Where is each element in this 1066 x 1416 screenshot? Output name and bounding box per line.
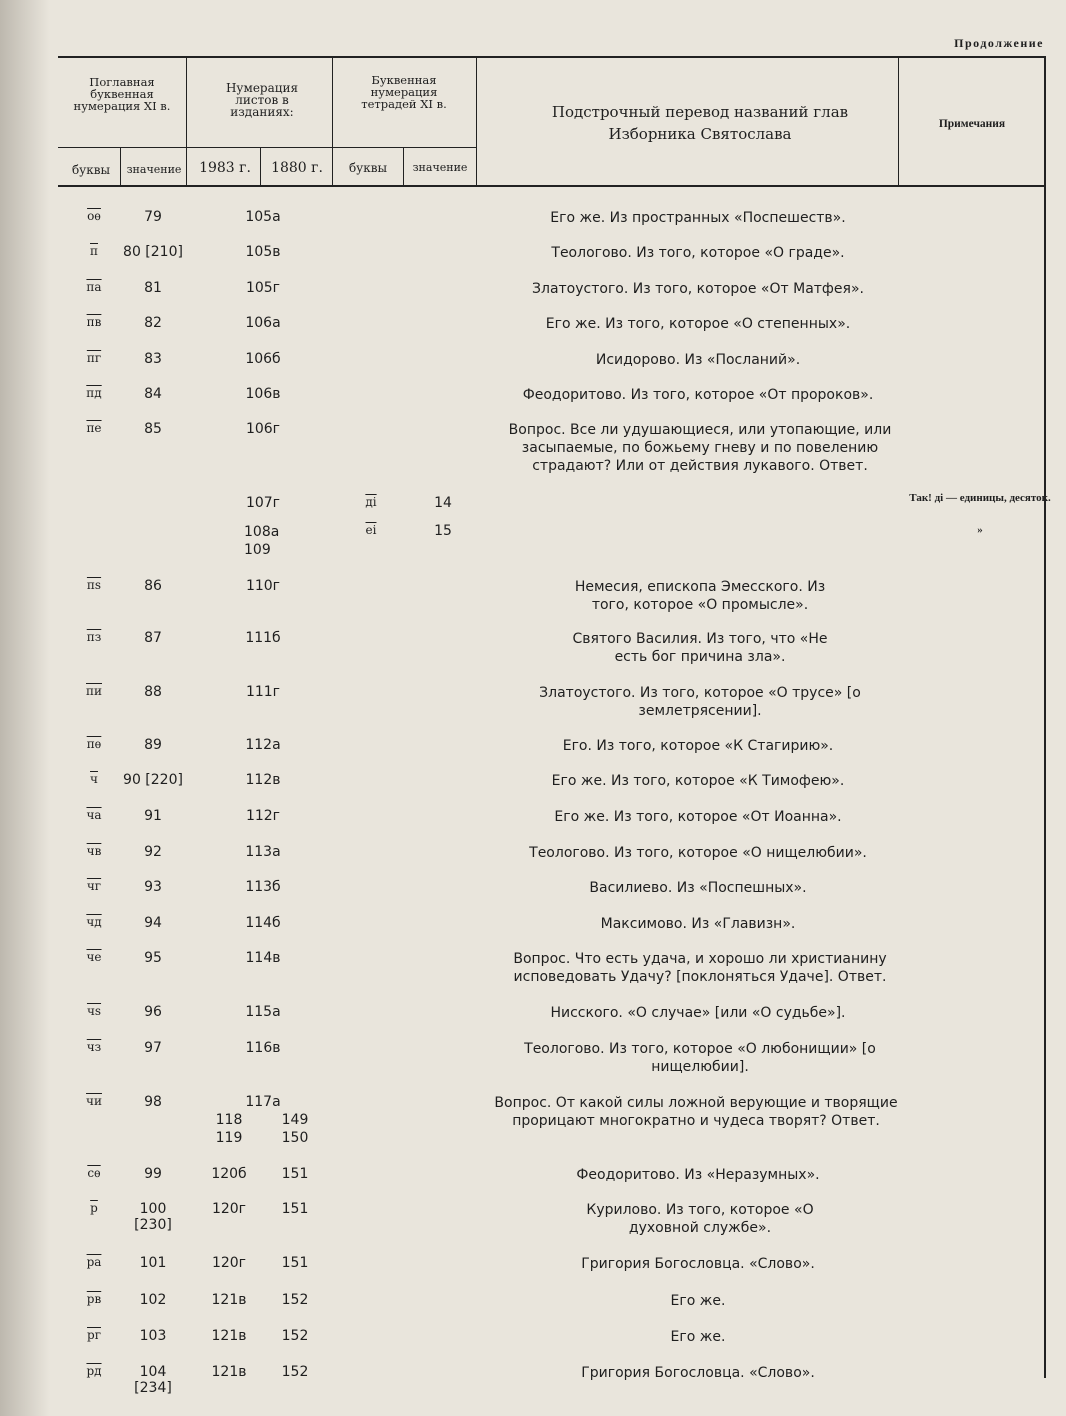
chapter-title: Его же. Из пространных «Поспешеств».	[550, 210, 846, 226]
notebook-letter: еі	[365, 523, 377, 537]
chapter-value: 101	[139, 1255, 167, 1271]
chapter-value: 90 [220]	[123, 772, 183, 788]
chapter-value: 79	[144, 209, 162, 225]
chapter-letter: чз	[86, 1040, 102, 1054]
chapter-letter: ра	[86, 1255, 102, 1269]
chapter-value: 94	[144, 915, 162, 931]
notebook-letter: ді	[365, 495, 377, 509]
folio-1983: 112а	[245, 737, 281, 753]
chapter-letter: че	[86, 950, 102, 964]
chapter-letter: рг	[87, 1328, 101, 1342]
folio-1983: 116в	[245, 1040, 281, 1056]
chapter-title: Василиево. Из «Поспешных».	[589, 880, 807, 896]
note-ditto: »	[977, 524, 983, 536]
chapter-title: Теологово. Из того, которое «О нищелюбии».	[529, 845, 867, 861]
header-col2-1983: 1983 г.	[199, 160, 251, 176]
chapter-letter: сѳ	[87, 1166, 101, 1180]
note-text: Так! ді — единицы, десяток.	[909, 492, 1051, 504]
chapter-value: 99	[144, 1166, 162, 1182]
sub-rule-3	[333, 147, 476, 148]
chapter-value: 102	[139, 1292, 167, 1308]
chapter-title: Его же. Из того, которое «К Тимофею».	[551, 773, 845, 789]
right-edge-rule	[1044, 58, 1046, 1378]
chapter-title: Григория Богословца. «Слово».	[581, 1365, 815, 1381]
chapter-letter: па	[86, 280, 102, 294]
chapter-value: 88	[144, 684, 162, 700]
chapter-value: 93	[144, 879, 162, 895]
chapter-letter: пг	[86, 351, 102, 365]
chapter-title: Вопрос. Все ли удушающиеся, или утопающие, или засыпаемые, по божьему гневу и по повелению страдают? Или от действия лукавого. Ответ.	[508, 422, 892, 474]
chapter-letter: пз	[86, 630, 102, 644]
folio-1880: 152	[281, 1292, 309, 1308]
chapter-title: Теологово. Из того, которое «О граде».	[551, 245, 845, 261]
chapter-title: Его же. Из того, которое «От Иоанна».	[554, 809, 842, 825]
folio-1983: 111г	[245, 684, 281, 700]
chapter-value: 86	[144, 578, 162, 594]
header-col4: Подстрочный перевод названий глав Изборника Святослава	[551, 103, 849, 143]
folio-1983: 108а 109	[244, 524, 280, 558]
chapter-value: 85	[144, 421, 162, 437]
folio-1983: 121в	[211, 1292, 247, 1308]
chapter-title: Феодоритово. Из «Неразумных».	[576, 1167, 820, 1183]
chapter-letter: ч	[90, 772, 98, 786]
folio-1983: 121в	[211, 1364, 247, 1380]
chapter-title: Златоустого. Из того, которое «От Матфея».	[532, 281, 864, 297]
header-col3-value: значение	[412, 161, 468, 174]
folio-1983: 114в	[245, 950, 281, 966]
chapter-title: Его же.	[670, 1293, 726, 1309]
folio-1983: 115а	[245, 1004, 281, 1020]
chapter-letter: чд	[86, 915, 102, 929]
chapter-value: 100 [230]	[134, 1201, 172, 1233]
chapter-value: 95	[144, 950, 162, 966]
sub-rule-1	[58, 147, 186, 148]
chapter-value: 91	[144, 808, 162, 824]
header-col2-1880: 1880 г.	[271, 160, 323, 176]
folio-1880: 149	[281, 1112, 309, 1128]
header-col1-value: значение	[126, 163, 182, 176]
folio-1983: 121в	[211, 1328, 247, 1344]
chapter-letter: пе	[86, 421, 102, 435]
chapter-title: Исидорово. Из «Посланий».	[595, 352, 801, 368]
header-col2: Нумерация листов в изданиях:	[225, 81, 299, 119]
chapter-letter: чг	[86, 879, 102, 893]
chapter-letter: п	[90, 244, 98, 258]
chapter-title: Его же. Из того, которое «О степенных».	[545, 316, 851, 332]
chapter-title: Максимово. Из «Главизн».	[600, 916, 796, 932]
folio-1983: 112в	[245, 772, 281, 788]
chapter-value: 80 [210]	[123, 244, 183, 260]
chapter-title: Его же.	[670, 1329, 726, 1345]
folio-1983: 112г	[245, 808, 281, 824]
chapter-title: Вопрос. От какой силы ложной верующие и творящие прорицают многократно и чудеса творят? Ответ.	[494, 1095, 898, 1129]
folio-1983: 106б	[245, 351, 281, 367]
notebook-value: 14	[434, 495, 452, 511]
chapter-title: Григория Богословца. «Слово».	[581, 1256, 815, 1272]
chapter-value: 87	[144, 630, 162, 646]
chapter-letter: оѳ	[87, 209, 101, 223]
folio-1880: 151	[281, 1201, 309, 1217]
folio-1983: 120б	[211, 1166, 247, 1182]
col-divider-3	[476, 58, 477, 186]
folio-1983: 106а	[245, 315, 281, 331]
chapter-value: 98	[144, 1094, 162, 1110]
chapter-value: 96	[144, 1004, 162, 1020]
col-divider-2	[332, 58, 333, 186]
chapter-letter: пд	[86, 386, 102, 400]
chapter-value: 97	[144, 1040, 162, 1056]
chapter-title: Его. Из того, которое «К Стагирию».	[562, 738, 834, 754]
col-divider-4	[898, 58, 899, 186]
chapter-letter: р	[90, 1201, 98, 1215]
chapter-title: Златоустого. Из того, которое «О трусе» [о землетрясении].	[539, 685, 861, 719]
chapter-letter: пѳ	[86, 737, 102, 751]
chapter-title: Феодоритово. Из того, которое «От пророков».	[522, 387, 874, 403]
chapter-letter: рд	[86, 1364, 102, 1378]
chapter-value: 92	[144, 844, 162, 860]
folio-1983: 107г	[245, 495, 281, 511]
chapter-value: 84	[144, 386, 162, 402]
chapter-value: 103	[139, 1328, 167, 1344]
header-col3: Буквенная нумерация тетрадей XI в.	[361, 73, 447, 111]
chapter-letter: чв	[86, 844, 102, 858]
chapter-letter: пѕ	[86, 578, 102, 592]
folio-1880: 152	[281, 1328, 309, 1344]
folio-1880: 151	[281, 1255, 309, 1271]
folio-1880: 151	[281, 1166, 309, 1182]
folio-1983: 105в	[245, 244, 281, 260]
chapter-letter: чѕ	[86, 1004, 102, 1018]
folio-1983: 111б	[245, 630, 281, 646]
folio-1983: 113б	[245, 879, 281, 895]
chapter-title: Немесия, епископа Эмесского. Из того, которое «О промысле».	[574, 579, 826, 613]
chapter-value: 82	[144, 315, 162, 331]
chapter-title: Нисского. «О случае» [или «О судьбе»].	[550, 1005, 846, 1021]
sub-divider-2	[260, 147, 261, 186]
folio-1880: 150	[281, 1130, 309, 1146]
chapter-letter: пи	[86, 684, 102, 698]
chapter-value: 89	[144, 737, 162, 753]
chapter-letter: ча	[86, 808, 102, 822]
chapter-title: Теологово. Из того, которое «О любонищии» [о нищелюбии].	[524, 1041, 876, 1075]
folio-1983: 120г	[211, 1255, 247, 1271]
folio-1983: 119	[215, 1130, 243, 1146]
header-col1-letters: буквы	[71, 163, 111, 177]
folio-1983: 106в	[245, 386, 281, 402]
chapter-letter: чи	[86, 1094, 102, 1108]
chapter-value: 104 [234]	[134, 1364, 172, 1396]
header-col5: Примечания	[938, 118, 1006, 130]
chapter-title: Вопрос. Что есть удача, и хорошо ли христианину исповедовать Удачу? [поклоняться Удаче]. Ответ.	[513, 951, 887, 985]
folio-1983: 117а	[245, 1094, 281, 1110]
chapter-title: Курилово. Из того, которое «О духовной службе».	[586, 1202, 814, 1236]
folio-1983: 118	[215, 1112, 243, 1128]
header-col3-letters: буквы	[348, 161, 388, 175]
page-gutter-shadow	[0, 0, 50, 1416]
folio-1983: 105г	[245, 280, 281, 296]
folio-1983: 113а	[245, 844, 281, 860]
chapter-value: 81	[144, 280, 162, 296]
chapter-letter: пв	[86, 315, 102, 329]
folio-1983: 120г	[211, 1201, 247, 1217]
folio-1983: 114б	[245, 915, 281, 931]
folio-1983: 110г	[245, 578, 281, 594]
header-col1: Поглавная буквенная нумерация XI в.	[73, 75, 171, 113]
notebook-value: 15	[434, 523, 452, 539]
chapter-value: 83	[144, 351, 162, 367]
continuation-label: Продолжение	[954, 36, 1044, 50]
chapter-title: Святого Василия. Из того, что «Не есть бог причина зла».	[572, 631, 828, 665]
folio-1983: 105а	[245, 209, 281, 225]
folio-1880: 152	[281, 1364, 309, 1380]
chapter-letter: рв	[86, 1292, 102, 1306]
folio-1983: 106г	[245, 421, 281, 437]
